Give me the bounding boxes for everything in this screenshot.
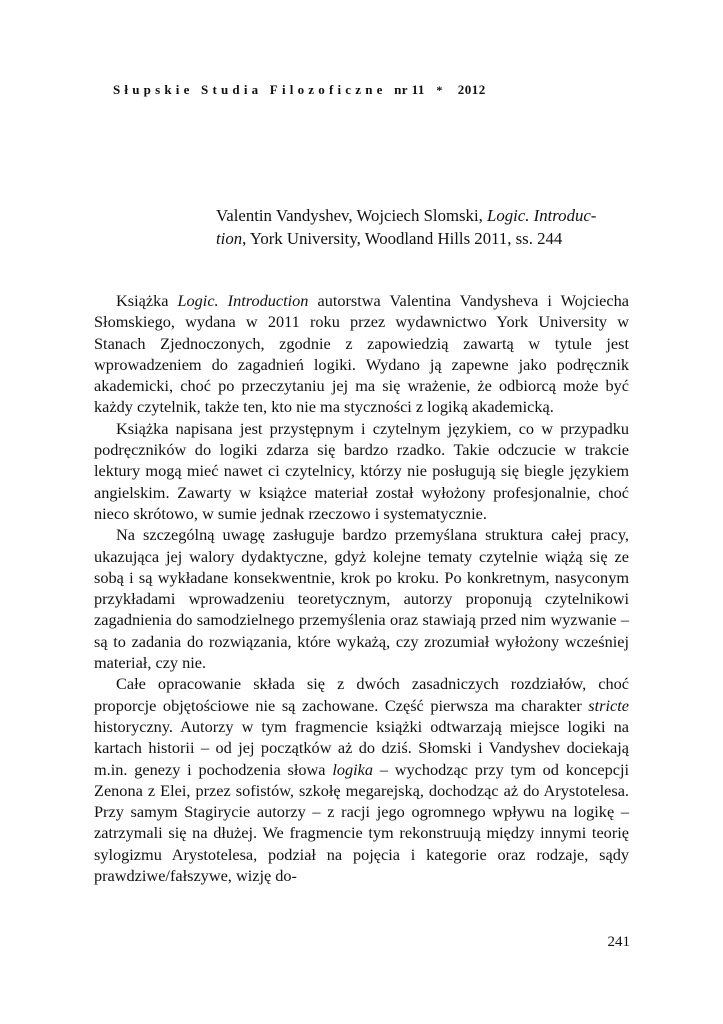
paragraph-4-text-b: historyczny. Autorzy w tym fragmencie książki odtwarzają miejsce logiki na kartach historii – od jej początków aż do dziś. Słomski i Vandyshev dociekają m.in. genezy i pochodzenia słowa bbox=[94, 716, 629, 779]
book-title-italic: Logic. Introduction bbox=[177, 291, 309, 310]
page-number: 241 bbox=[607, 934, 630, 950]
paragraph-3-text: Na szczególną uwagę zasługuje bardzo przemyślana struktura całej pracy, ukazująca jej walory dydaktyczne, gdyż kolejne tematy czytelnie wiążą się ze sobą i są wykładane konsekwentnie, krok po kroku. Po konkretnym, nasyconym przykładami wprowadzeniu teoretycznym, autorzy proponują czytelnikowi zagadnienia do samodzielnego przemyślenia oraz stawiają przed nim wyzwanie – są to zadania do rozwiązania, które wykażą, czy zrozumiał wyłożony wcześniej materiał, czy nie. bbox=[94, 525, 629, 673]
review-body bbox=[94, 290, 629, 886]
running-head bbox=[113, 82, 609, 98]
paragraph-4-text-a: Całe opracowanie składa się z dwóch zasadniczych rozdziałów, choć proporcje objętościowe nie są zachowane. Część pierwsza ma charakter bbox=[94, 674, 629, 715]
reviewed-title-part2: tion bbox=[216, 229, 243, 248]
paragraph-2-text: Książka napisana jest przystępnym i czytelnym językiem, co w przypadku podręczników do logiki zdarza się bardzo rzadko. Takie odczucie w trakcie lektury mogą mieć nawet ci czytelnicy, którzy nie posługują się biegle językiem angielskim. Zawarty w książce materiał został wyłożony profesjonalnie, choć nieco skrótowo, w sumie jednak rzeczowo i systematycznie. bbox=[94, 418, 629, 523]
logika-italic: logika bbox=[332, 759, 374, 779]
stricte-italic: stricte bbox=[588, 695, 629, 715]
reviewed-work-citation bbox=[216, 204, 629, 250]
issue-year: 2012 bbox=[457, 82, 486, 97]
journal-title: Słupskie Studia Filozoficzne bbox=[113, 82, 387, 97]
paragraph-1-text-a: Książka bbox=[116, 291, 178, 310]
paragraph-2 bbox=[94, 418, 629, 524]
paragraph-1-text-b: autorstwa Valentina Vandysheva i Wojciecha Słomskiego, wydana w 2011 roku przez wydawnictwo York University w Stanach Zjednoczonych, zgodnie z zapowiedzią zawartą w tytule jest wprowadzeniem do zagadnień logiki. Wydano ją zapewne jako podręcznik akademicki, choć po przeczytaniu jej ma się wrażenie, że odbiorcą może być każdy czytelnik, także ten, kto nie ma styczności z logiką akademicką. bbox=[94, 291, 629, 417]
paragraph-3 bbox=[94, 524, 629, 673]
reviewed-authors: Valentin Vandyshev, Wojciech Slomski, bbox=[216, 206, 488, 225]
separator-star: * bbox=[436, 83, 443, 97]
reviewed-publication: , York University, Woodland Hills 2011, ss. 244 bbox=[242, 229, 563, 248]
paragraph-4-text-c: – wychodząc przy tym od koncepcji Zenona z Elei, przez sofistów, szkołę megarejską, dochodząc aż do Arystotelesa. Przy samym Stagirycie autorzy – z racji jego ogromnego wpływu na logikę – zatrzymali się na dłużej. We fragmencie tym rekonstruują między innymi teorię sylogizmu Arystotelesa, podział na pojęcia i kategorie oraz rodzaje, sądy prawdziwe/fałszywe, wizję do- bbox=[94, 759, 629, 886]
paragraph-1 bbox=[94, 290, 629, 418]
paragraph-4 bbox=[94, 673, 629, 886]
reviewed-title-part1: Logic. Introduc- bbox=[487, 206, 597, 225]
issue-number: nr 11 bbox=[394, 82, 425, 97]
